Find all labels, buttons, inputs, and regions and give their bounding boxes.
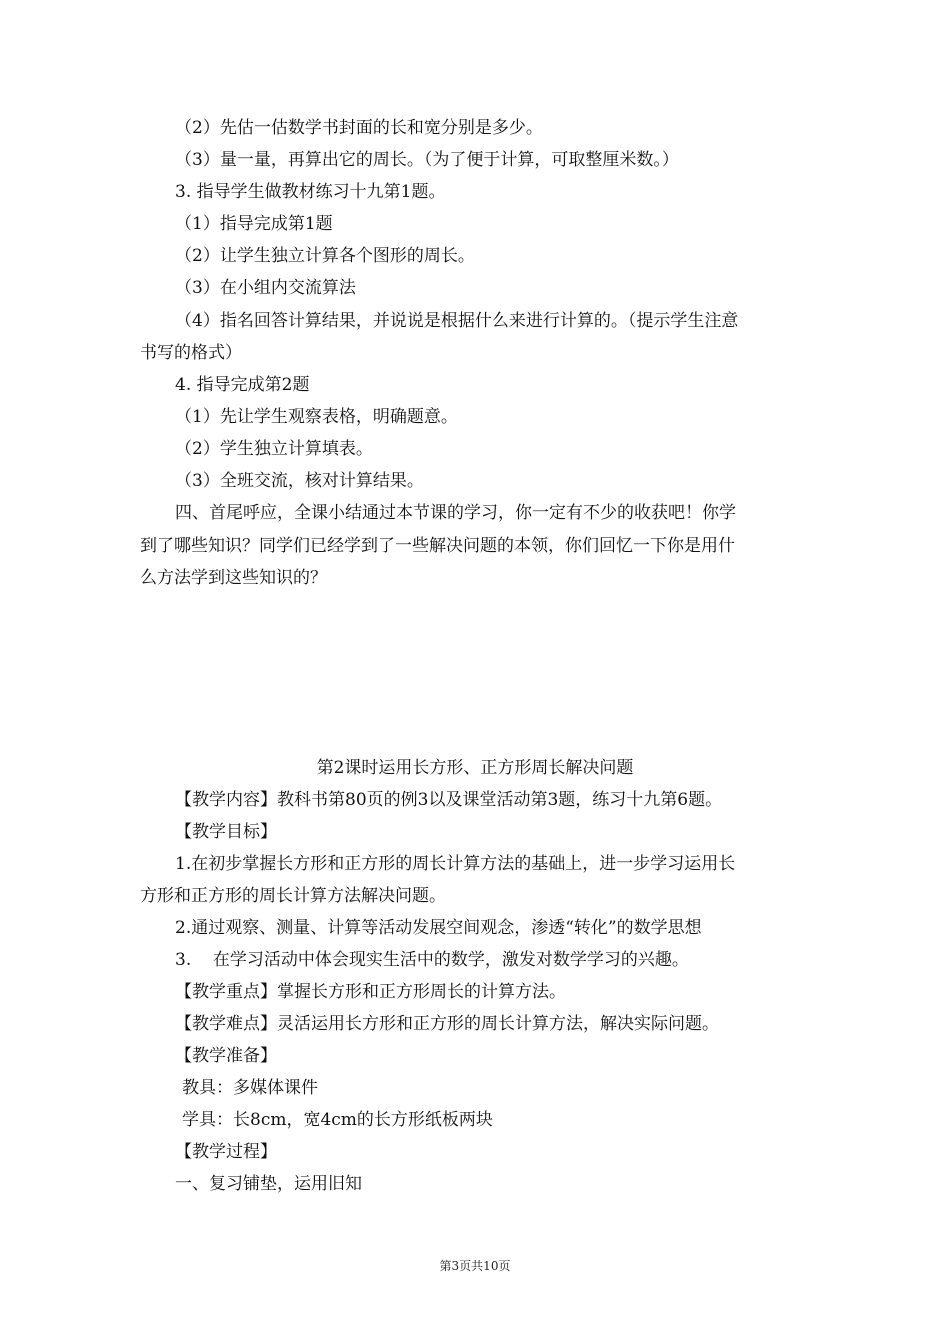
paragraph-line: （4）指名回答计算结果，并说说是根据什么来进行计算的。（提示学生注意	[175, 311, 739, 331]
paragraph-line: 学具：长8cm，宽4cm的长方形纸板两块	[182, 1110, 493, 1130]
paragraph-line: （3）全班交流，核对计算结果。	[175, 471, 424, 491]
paragraph-line: （3）在小组内交流算法	[175, 278, 356, 298]
paragraph-line: （2）先估一估数学书封面的长和宽分别是多少。	[175, 118, 543, 138]
paragraph-line: 3. 在学习活动中体会现实生活中的数学，激发对数学学习的兴趣。	[175, 950, 689, 970]
paragraph-line: 教具：多媒体课件	[182, 1078, 318, 1098]
paragraph-line: 【教学内容】教科书第80页的例3以及课堂活动第3题，练习十九第6题。	[175, 790, 723, 810]
paragraph-line: （1）先让学生观察表格，明确题意。	[175, 407, 458, 427]
paragraph-line: 3. 指导学生做教材练习十九第1题。	[175, 182, 446, 202]
section-heading: 【教学准备】	[175, 1046, 277, 1066]
paragraph-line: 1.在初步掌握长方形和正方形的周长计算方法的基础上，进一步学习运用长	[175, 854, 736, 874]
lesson-title: 第2课时运用长方形、正方形周长解决问题	[316, 758, 634, 778]
paragraph-line: （2）让学生独立计算各个图形的周长。	[175, 246, 475, 266]
paragraph-line: 一、复习铺垫，运用旧知	[175, 1174, 362, 1194]
paragraph-line: 到了哪些知识？同学们已经学到了一些解决问题的本领，你们回忆一下你是用什	[140, 536, 735, 556]
paragraph-line: （1）指导完成第1题	[175, 214, 333, 234]
section-heading: 【教学目标】	[175, 822, 277, 842]
paragraph-line: 【教学难点】灵活运用长方形和正方形的周长计算方法，解决实际问题。	[175, 1014, 719, 1034]
page-number: 第3页共10页	[439, 1259, 511, 1273]
paragraph-line: 四、首尾呼应，全课小结通过本节课的学习，你一定有不少的收获吧！你学	[175, 503, 736, 523]
paragraph-line: 4. 指导完成第2题	[175, 375, 310, 395]
paragraph-line: 书写的格式）	[140, 343, 242, 363]
paragraph-line: （3）量一量，再算出它的周长。（为了便于计算，可取整厘米数。）	[175, 150, 679, 170]
paragraph-line: 2.通过观察、测量、计算等活动发展空间观念，渗透“转化”的数学思想	[175, 918, 702, 938]
paragraph-line: 【教学重点】掌握长方形和正方形周长的计算方法。	[175, 982, 566, 1002]
section-heading: 【教学过程】	[175, 1142, 277, 1162]
paragraph-line: 么方法学到这些知识的？	[140, 568, 327, 588]
paragraph-line: （2）学生独立计算填表。	[175, 439, 373, 459]
paragraph-line: 方形和正方形的周长计算方法解决问题。	[140, 886, 446, 906]
